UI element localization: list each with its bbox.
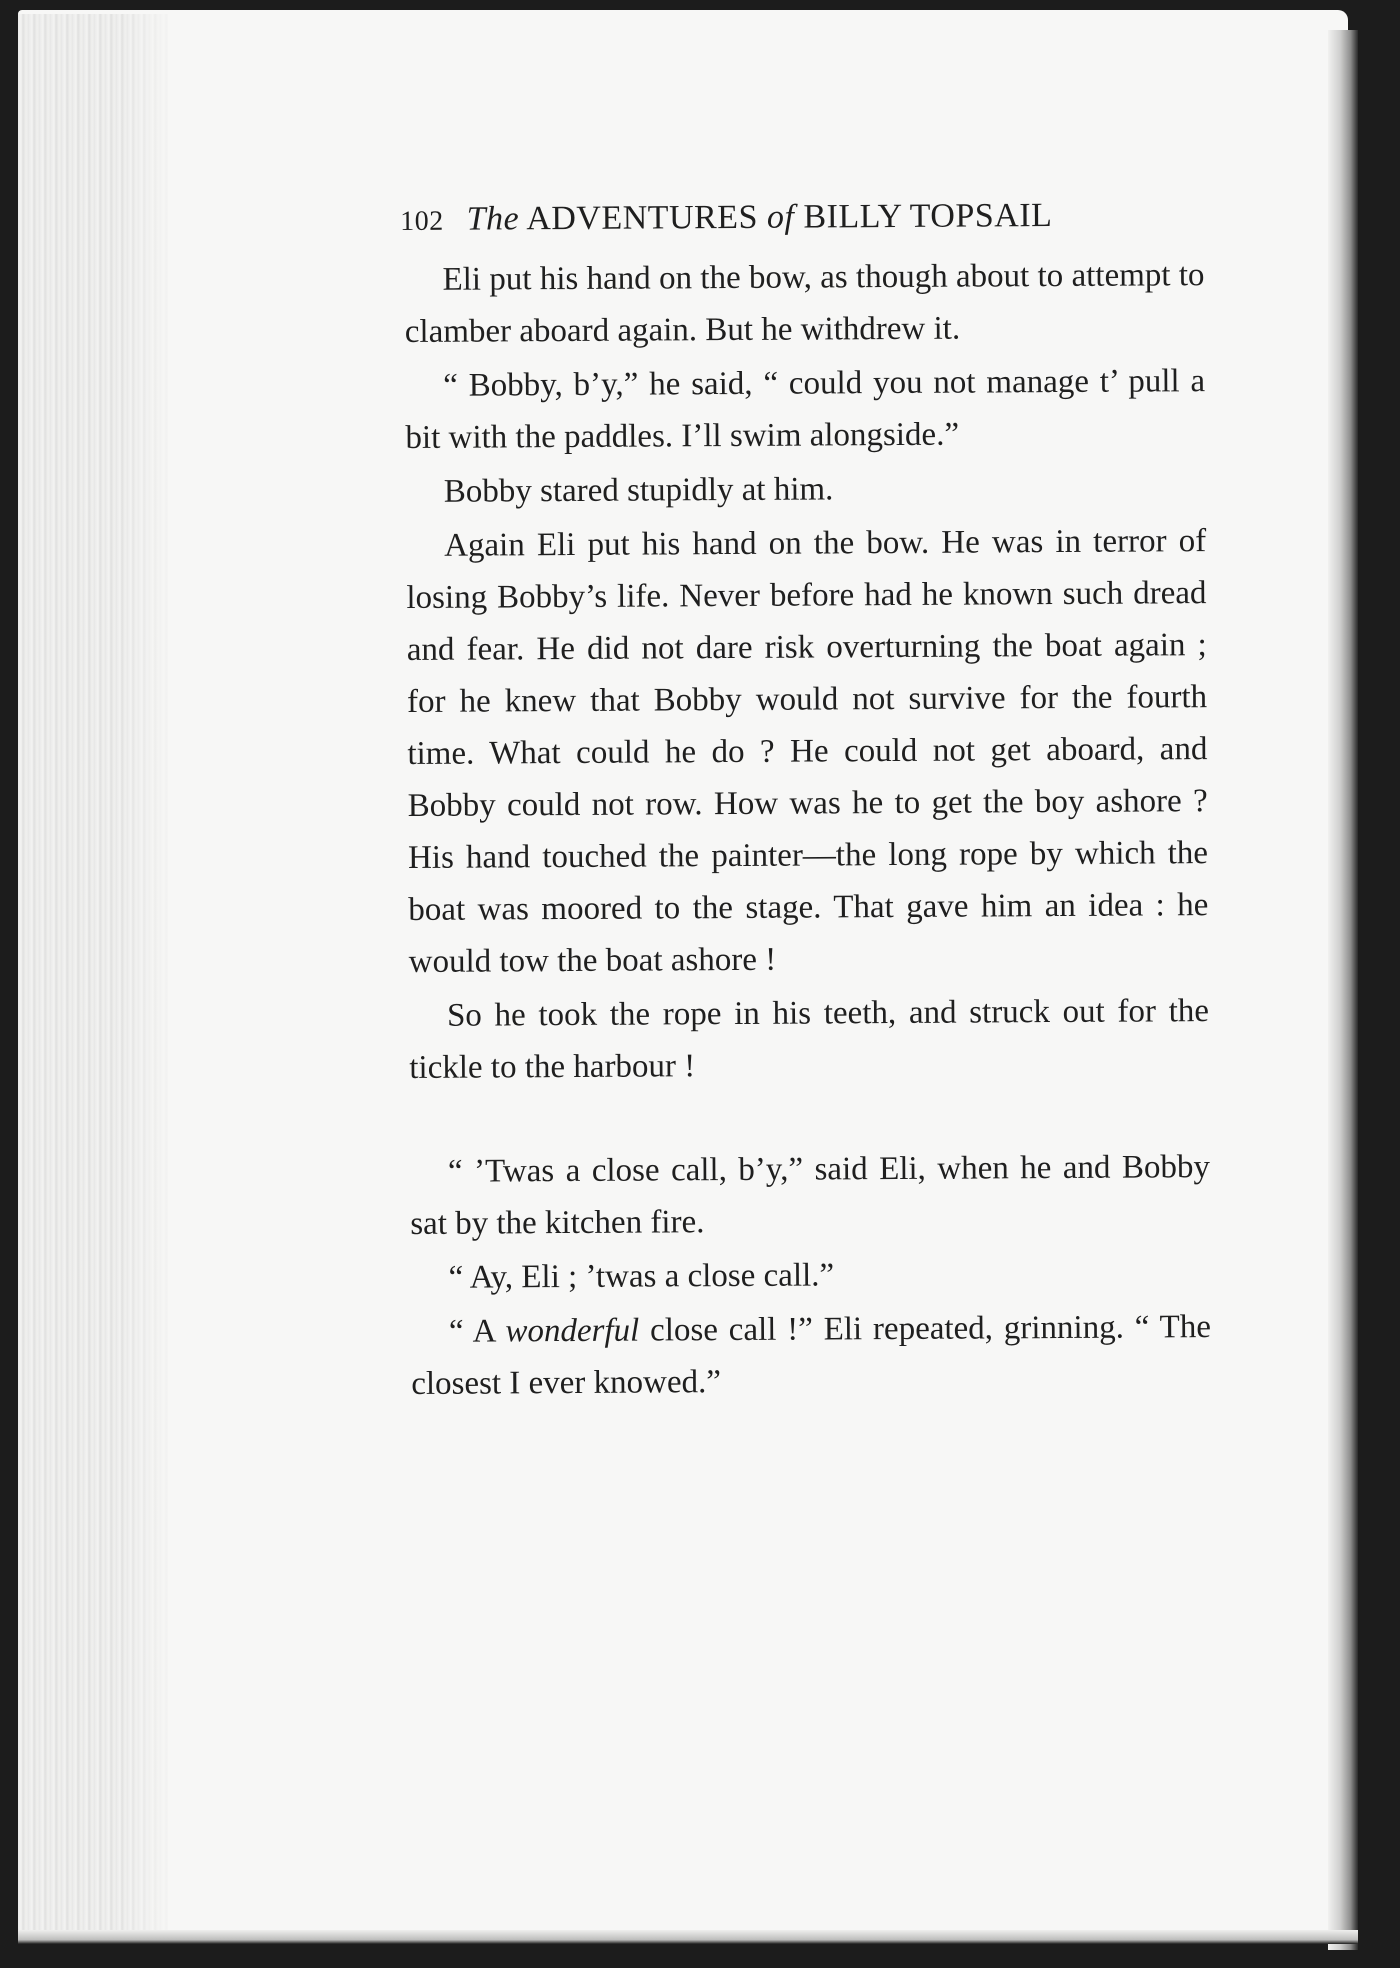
paragraph: “ Bobby, b’y,” he said, “ could you not manage t’ pull a bit with the paddles. I’ll swim alongside.” (405, 363, 1206, 456)
paragraph: “ ’Twas a close call, b’y,” said Eli, when he and Bobby sat by the kitchen fire. (410, 1149, 1211, 1242)
paragraph: So he took the rope in his teeth, and struck out for the tickle to the harbour ! (409, 993, 1210, 1086)
paragraph: Again Eli put his hand on the bow. He was in terror of losing Bobby’s life. Never before had he known such dread and fear. He did not dare risk overturning the boat again ; for he knew that Bobby would not survive for the fourth time. What could he do ? He could not get aboard, and Bobby could not row. How was he to get the boy ashore ? His hand touched the painter—the long rope by which the boat was moored to the stage. That gave him an idea : he would tow the boat ashore ! (406, 523, 1209, 980)
book-gutter-shadow (1328, 30, 1358, 1950)
running-head (400, 191, 1204, 246)
page-text-block (400, 191, 1212, 1410)
last-paragraph (411, 1301, 1212, 1410)
paragraph: Bobby stared stupidly at him. (443, 471, 834, 510)
paragraph: Eli put his hand on the bow, as though about to attempt to clamber aboard again. But he withdrew it. (404, 257, 1205, 350)
last-paragraph-end: close call !” Eli repeated, grinning. “ The closest I ever knowed.” (411, 1309, 1212, 1402)
title-of: of (766, 198, 795, 236)
page-edges-fade (120, 14, 180, 1942)
emphasized-word: wonderful (505, 1312, 640, 1350)
last-paragraph-start: “ A (448, 1313, 506, 1350)
section-break (409, 1089, 1209, 1146)
page-bottom-edge (18, 1930, 1358, 1944)
title-the: The (466, 200, 520, 238)
title-adventures: ADVENTURES (526, 198, 759, 238)
paragraph: “ Ay, Eli ; ’twas a close call.” (448, 1257, 835, 1296)
title-name: BILLY TOPSAIL (803, 197, 1053, 236)
page-number: 102 (400, 205, 444, 238)
